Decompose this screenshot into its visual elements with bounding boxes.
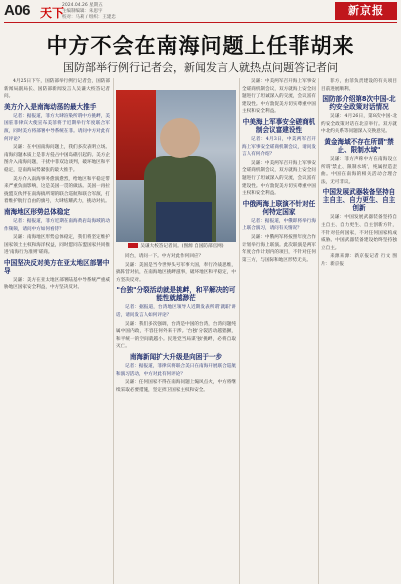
byline: 来源来源：新京报记者 行文 图片：新京报 [321, 254, 397, 267]
question-paragraph: 记者：据报道，菲律宾将联合美日在南海开展联合巡航和演习活动，中方对此有何评论？ [116, 363, 236, 377]
question-paragraph: 记者：据报道，台湾地区领导人近期发表所谓'就职'讲话，请问发言人如何评论？ [116, 305, 236, 318]
caption-marker-icon [128, 243, 138, 248]
answer-paragraph: 吴谦：菲方声称中方在南海设立所谓'禁止、限制水域'，纯属捏造歪曲。中国在南海的相关活动合理合法，无可非议。 [321, 156, 397, 185]
article-column-2 [116, 253, 236, 584]
question-paragraph: 记者：据报道，菲方近期在南海黄岩岛海域的动作频频，请问中方如何看待？ [4, 218, 110, 232]
answer-paragraph: 吴谦：中美两军召开海上军事安全磋商机制会议，双方就海上安全问题进行了坦诚深入的交流，会议富有建设性。中方敦促美方切实尊重中国主权和安全利益。 [242, 79, 316, 115]
subheading: 美方介入是南海动荡的最大推手 [4, 102, 97, 111]
subheading: 中俄两海上联演不针对任何特定国家 [242, 199, 316, 216]
photo-caption [116, 243, 236, 250]
subheading: 南海新闻扩大升级是向困于一步 [129, 352, 223, 361]
answer-paragraph: 吴谦：中美两军召开海上军事安全磋商机制会议，双方就海上安全问题进行了坦诚深入的交流，会议富有建设性。中方敦促美方切实尊重中国主权和安全利益。 [242, 160, 316, 197]
subheading: 国防部介绍第8次中国-北约安全政策对话情况 [322, 95, 396, 112]
question-paragraph: 记者：据报道，菲方大肆渲染所谓中方挑衅，美国驻菲律宾大使宣布美菲将于近期举行年度联合军演，同时美方将部署中导系统在菲。请问中方对此有何评论？ [4, 113, 110, 142]
page-header [0, 0, 401, 22]
head-graphic [160, 118, 200, 158]
question-paragraph: 记者：据报道，中俄即将举行海上联合演习，请问有关情况？ [242, 218, 316, 232]
spokesperson-photo [116, 90, 236, 242]
meta-date: 2024.04.26 星期五 [62, 3, 103, 8]
meta-editor: 主编制编辑：朱思宇 [62, 9, 103, 14]
answer-paragraph: 吴谦：南海地区形势总体稳定，我们将坚定维护国家领土主权和海洋权益，同时愿同东盟国家共同推进'南海行为准则'磋商。 [4, 235, 110, 256]
answer-paragraph: 同台，请问一下。中方对此作何回应？ [125, 254, 204, 259]
subheading: 南海地区形势总体稳定 [4, 207, 70, 216]
section-title: 天下 [40, 6, 65, 20]
subheadline: 国防部举行例行记者会，新闻发言人就热点问题答记者问 [63, 61, 338, 74]
column-divider [113, 78, 114, 584]
header-rule [4, 22, 397, 23]
page-number: A06 [4, 2, 31, 19]
caption-text: 吴谦大校答记者问。(图源 自国防部官网) [140, 244, 224, 249]
subheading: "台独"分裂活动就是挑衅，和平解决的可能性就越渺茫 [116, 286, 236, 303]
answer-paragraph: 吴谦：中国发展武器装备坚持自主自主、自力更生、自主创新方针，不针对任何国家，不对任何国家构成威胁。中国武器装备建设始终坚持独立自主。 [321, 215, 397, 251]
answer-paragraph: 吴谦：4月26日，第8次中国-北约安全政策对话在北京举行。双方就中北约关系等问题深入交换意见。 [321, 114, 397, 135]
answer-paragraph: 吴谦：任何国家不得在南海问题上煽风点火，中方将继续采取必要措施，坚定捍卫国家主权和安全。 [116, 380, 236, 393]
answer-paragraph: 吴谦：中俄两军将按照年度合作计划举行海上联演。此次联演是两军年度合作计划内的项目，不针对任何第三方，与国际和地区形势无关。 [242, 234, 316, 263]
article-column-4 [321, 78, 397, 584]
answer-paragraph: 吴谦：美国是当今世界头号军事大国，奉行冷战思维，搞阵营对抗，在南海地区挑衅滋事，破坏地区和平稳定，中方坚决反对。 [116, 262, 236, 283]
article-column-3 [242, 78, 316, 584]
answer-paragraph: 吴谦：我们多次强调，台湾是中国的台湾，台湾问题纯属中国内政，不容任何外来干涉。'台独'分裂活动越猖獗，和平统一的空间就越小。民进党当局谋'独'挑衅，必将自取灭亡。 [116, 321, 236, 350]
column-divider [239, 78, 240, 584]
lectern-graphic [156, 202, 212, 242]
answer-paragraph: 吴谦：美方在亚太地区部署陆基中导系统严重威胁地区国家安全利益，中方坚决反对。 [4, 277, 110, 291]
newspaper-logo: 新京报 [335, 2, 397, 20]
article-column-1 [4, 78, 110, 584]
headline: 中方不会在南海问题上任菲胡来 [46, 34, 355, 58]
meta-proof: 校对：马莉 / 组织：王建忠 [62, 15, 116, 20]
answer-paragraph: 菲方，由菲负责建设的有关项目目前进展顺利。 [321, 79, 397, 92]
subheading: 中美海上军事安全磋商机制会议富建设性 [242, 117, 316, 134]
answer-paragraph: 吴谦：在中国南海问题上，我们多次表明立场。南海问题本质上是菲方侵占中国岛礁引起的。美方企图介入南海问题，干扰中菲双边谈判，破坏地区和平稳定，是南海局势紧张的最大推手。 [4, 145, 110, 173]
subheading: 中国发展武器装备坚持自主自主、自力更生、自主创新 [322, 188, 396, 213]
intro-paragraph: 4月25日下午，国防部举行例行记者会，国防部新闻局副局长、国防部新闻发言人吴谦大校答记者问。 [4, 79, 110, 100]
answer-paragraph: 美方介入南海事务愈演愈烈，给地区和平稳定带来严重负面影响，这是美国一贯的做法。美国一再拉拢盟友伙伴在南海搞所谓的联合巡航和联合军演，打着维护航行自由的旗号，大肆炫耀武力，挑动对抗。 [4, 176, 110, 205]
question-paragraph: 记者：4月3日，中美两军召开海上军事安全磋商机制会议，请问发言人有何介绍？ [242, 136, 316, 158]
column-divider [318, 78, 319, 584]
subheading: 黄金海域不存在所谓"禁止、限制水域" [324, 137, 394, 154]
header-meta [62, 3, 116, 21]
subheading: 中国坚决反对美方在亚太地区部署中导 [4, 258, 110, 275]
